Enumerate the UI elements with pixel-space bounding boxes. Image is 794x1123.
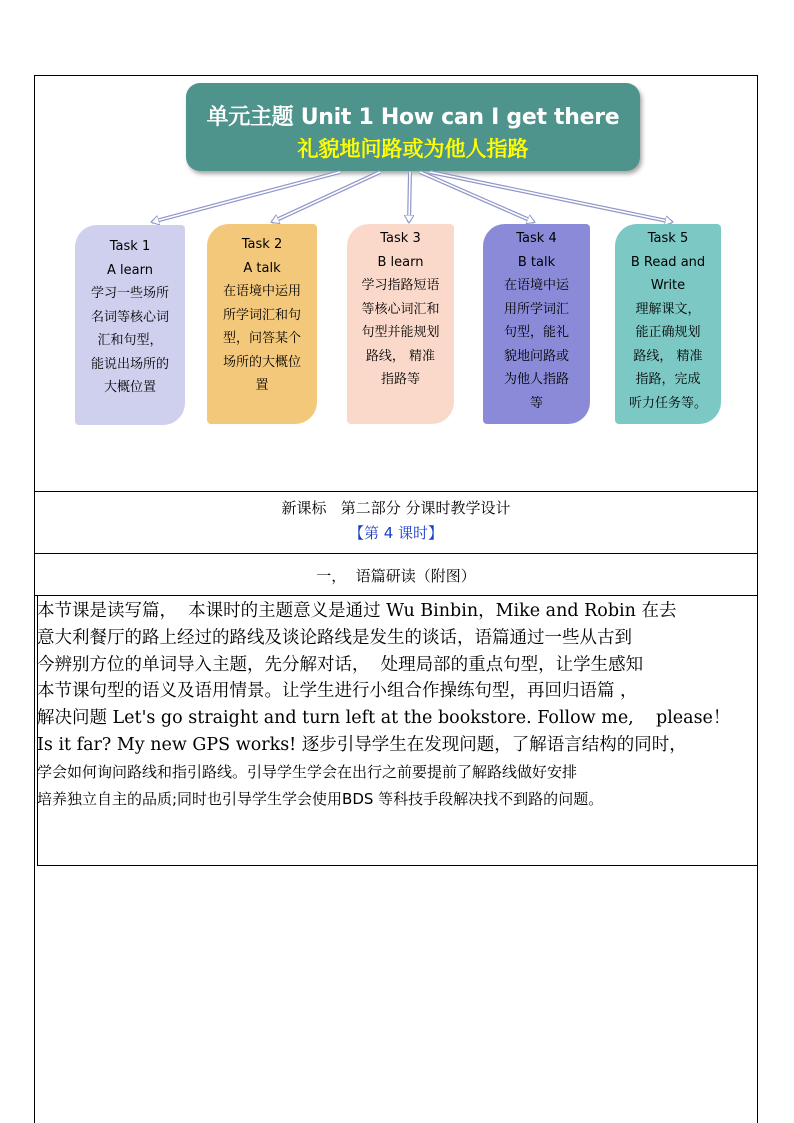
- task-4-line: 用所学词汇: [503, 301, 569, 317]
- task-4-line: 貌地问路或: [503, 348, 569, 364]
- task-2-line: 在语境中运用: [222, 284, 301, 299]
- task-3-line: 学习指路短语: [361, 278, 440, 293]
- task-5-line: B Read and: [630, 254, 706, 270]
- paragraph-line: 意大利餐厅的路上经过的路线及谈论路线是发生的谈话，语篇通过一些从古到: [37, 627, 632, 648]
- task-2-line: 置: [255, 378, 269, 393]
- task-1-line: 大概位置: [103, 380, 156, 395]
- task-arrows: [0, 0, 794, 240]
- task-3-line: 等核心词汇和: [361, 301, 440, 317]
- task-4-line: Task 4: [516, 231, 557, 246]
- section-heading: 新课标 第二部分 分课时教学设计: [281, 499, 511, 517]
- paragraph-line: 解决问题 Let's go straight and turn left at the bookstore. Follow me, please！: [37, 708, 731, 729]
- task-1-line: Task 1: [109, 239, 151, 254]
- lesson-label: 【第 4 课时】: [348, 524, 444, 542]
- row-divider-1: [34, 491, 758, 492]
- task-5-line: 听力任务等。: [628, 395, 707, 411]
- task-2-line: 场所的大概位: [222, 354, 301, 370]
- task-2-line: A talk: [243, 260, 281, 276]
- task-3-line: Task 3: [380, 231, 421, 246]
- unit-theme-title: 单元主题 Unit 1 How can I get there: [206, 105, 620, 130]
- task-5-line: Task 5: [647, 231, 689, 246]
- task-5-line: 路线， 精准: [633, 348, 703, 364]
- paragraph-line: 今辨别方位的单词导入主题，先分解对话， 处理局部的重点句型，让学生感知: [37, 654, 644, 675]
- paragraph-line: 培养独立自主的品质;同时也引导学生学会使用BDS 等科技手段解决找不到路的问题。: [37, 789, 604, 808]
- task-card-2: [207, 224, 317, 424]
- task-1-line: 能说出场所的: [90, 356, 169, 372]
- paragraph-line: 本节课是读写篇， 本课时的主题意义是通过 Wu Binbin，Mike and Robin 在去: [37, 601, 677, 621]
- task-card-4: [483, 224, 590, 424]
- paragraph-line: 学会如何询问路线和指引路线。引导学生学会在出行之前要提前了解路线做好安排: [37, 762, 578, 781]
- task-card-3: [347, 224, 454, 424]
- row-divider-3: [34, 595, 758, 596]
- task-1-line: 学习一些场所: [90, 286, 169, 301]
- task-card-1: [75, 225, 185, 425]
- task-2-line: 型，问答某个: [222, 331, 301, 346]
- unit-theme-subtitle: 礼貌地问路或为他人指路: [297, 137, 529, 161]
- task-3-line: 句型并能规划: [361, 325, 440, 340]
- task-5-line: 指路，完成: [635, 372, 701, 387]
- task-3-line: 路线， 精准: [365, 348, 436, 364]
- task-1-line: A learn: [107, 262, 153, 278]
- task-1-line: 汇和句型，: [97, 333, 163, 348]
- task-4-line: 在语境中运: [503, 278, 569, 293]
- task-card-5: [615, 224, 721, 424]
- task-2-line: Task 2: [241, 237, 283, 252]
- task-4-line: 为他人指路: [503, 372, 569, 387]
- paragraph-line: Is it far? My new GPS works! 逐步引导学生在发现问题，了解语言结构的同时，: [37, 734, 687, 755]
- task-3-line: 指路等: [380, 372, 420, 387]
- section-subheading: 一， 语篇研读（附图）: [316, 567, 476, 585]
- task-5-line: Write: [650, 278, 686, 293]
- task-4-line: 等: [529, 395, 543, 411]
- paragraph-line: 本节课句型的语义及语用情景。让学生进行小组合作操练句型，再回归语篇 ，: [37, 681, 638, 702]
- task-5-line: 理解课文，: [635, 301, 701, 317]
- task-5-line: 能正确规划: [635, 325, 701, 340]
- text-box-bottom: [37, 865, 758, 866]
- task-3-line: B learn: [377, 254, 424, 270]
- row-divider-2: [34, 553, 758, 554]
- analysis-paragraph: [37, 598, 759, 812]
- task-4-line: 句型，能礼: [503, 325, 569, 340]
- task-1-line: 名词等核心词: [90, 309, 169, 325]
- task-2-line: 所学词汇和句: [222, 307, 301, 323]
- task-4-line: B talk: [517, 254, 556, 270]
